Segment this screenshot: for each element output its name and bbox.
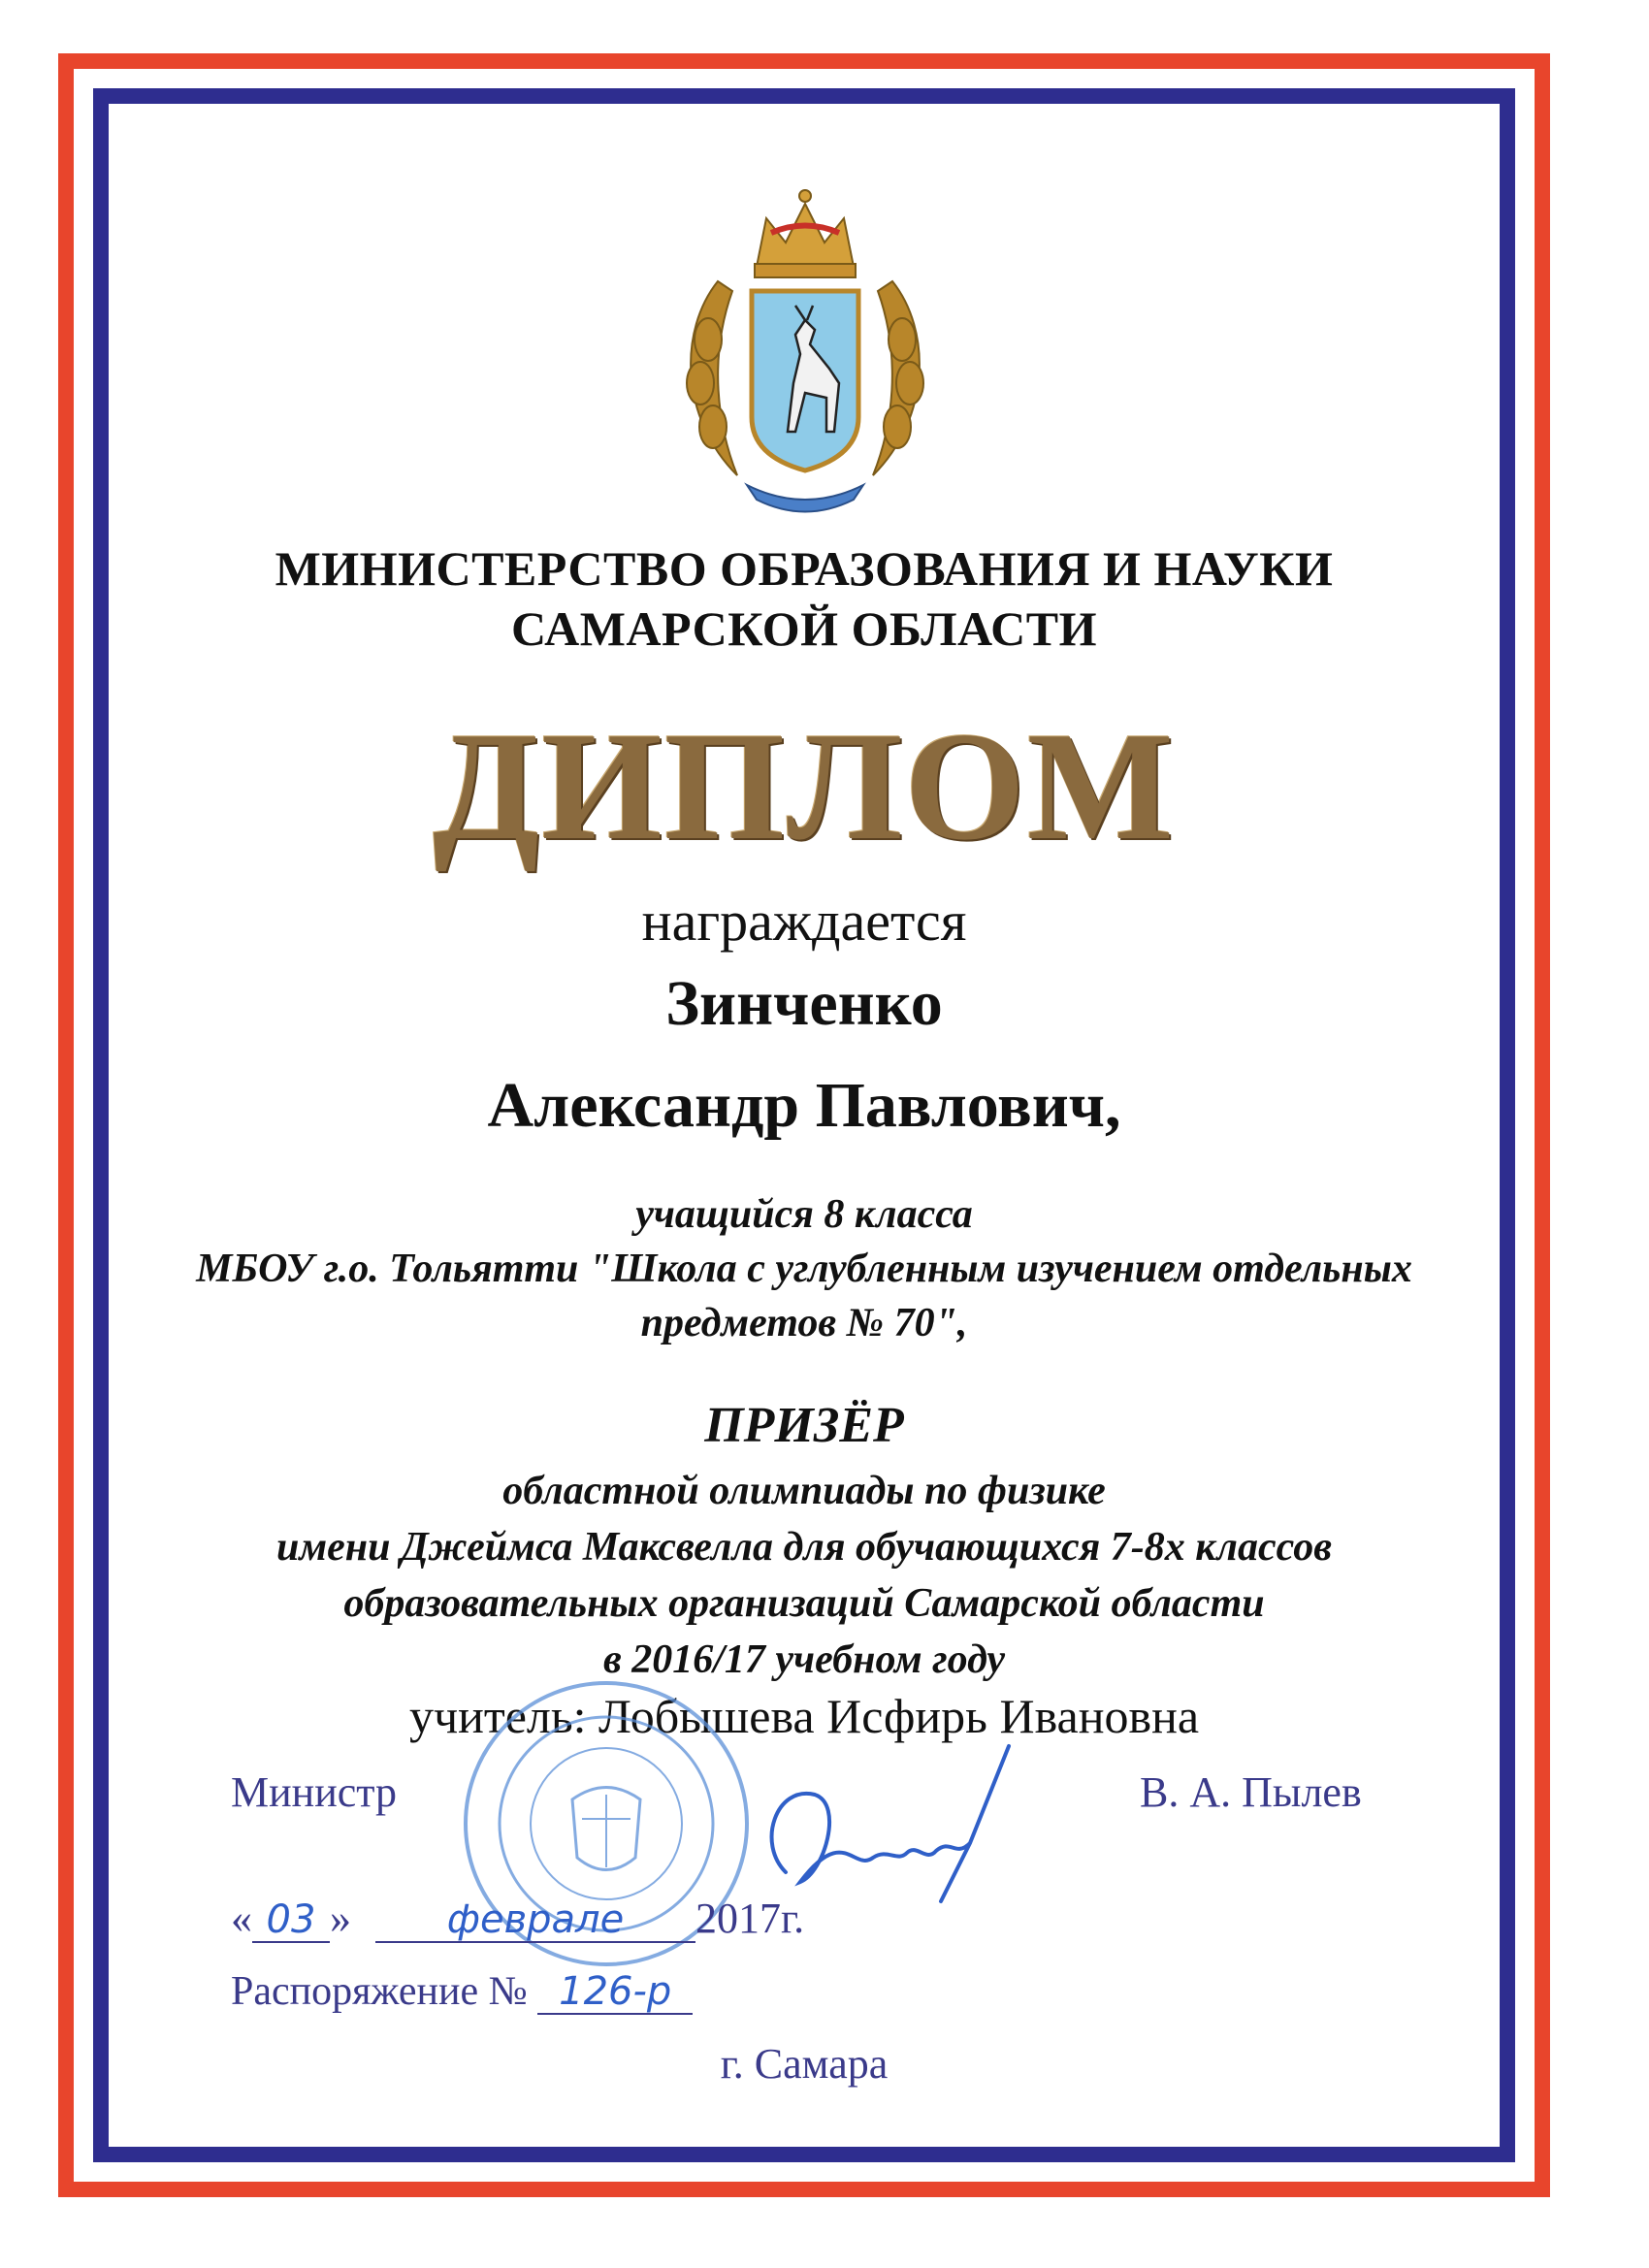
recipient-surname: Зинченко xyxy=(665,968,943,1039)
samara-coat-of-arms-icon xyxy=(660,175,951,524)
ministry-line-1: МИНИСТЕРСТВО ОБРАЗОВАНИЯ И НАУКИ xyxy=(275,541,1334,596)
order-line xyxy=(231,1964,693,2019)
order-number: 126-р xyxy=(537,1970,693,2015)
awarded-label: награждается xyxy=(641,890,967,953)
ministry-title xyxy=(109,538,1500,659)
olympiad-line-3: образовательных организаций Самарской области xyxy=(343,1581,1265,1626)
school-name xyxy=(109,1242,1500,1350)
date-day: 03 xyxy=(252,1898,330,1943)
olympiad-line-1: областной олимпиады по физике xyxy=(502,1469,1106,1513)
teacher-line: учитель: Лобышева Исфирь Ивановна xyxy=(408,1689,1200,1743)
signatory-name: В. А. Пылев xyxy=(1140,1768,1362,1816)
date-year: 2017г. xyxy=(695,1895,805,1942)
issue-date xyxy=(231,1892,804,1946)
student-grade: учащийся 8 класса xyxy=(635,1192,973,1237)
city-name: г. Самара xyxy=(720,2040,889,2088)
olympiad-description xyxy=(109,1463,1500,1688)
ministry-line-2: САМАРСКОЙ ОБЛАСТИ xyxy=(510,601,1097,656)
school-line-2: предметов № 70", xyxy=(640,1301,968,1345)
award-place: ПРИЗЁР xyxy=(704,1398,904,1453)
order-label: Распоряжение № xyxy=(231,1969,528,2014)
school-line-1: МБОУ г.о. Тольятти "Школа с углубленным изучением отдельных xyxy=(196,1247,1412,1291)
date-close-quote: » xyxy=(330,1895,351,1942)
olympiad-line-2: имени Джеймса Максвелла для обучающихся 7-8х классов xyxy=(276,1525,1332,1570)
date-open-quote: « xyxy=(231,1895,252,1942)
olympiad-line-4: в 2016/17 учебном году xyxy=(602,1637,1006,1682)
recipient-given-names: Александр Павлович, xyxy=(487,1070,1121,1141)
signatory-position: Министр xyxy=(231,1768,398,1816)
date-month: феврале xyxy=(375,1898,695,1943)
diploma-heading: ДИПЛОМ xyxy=(433,699,1176,872)
